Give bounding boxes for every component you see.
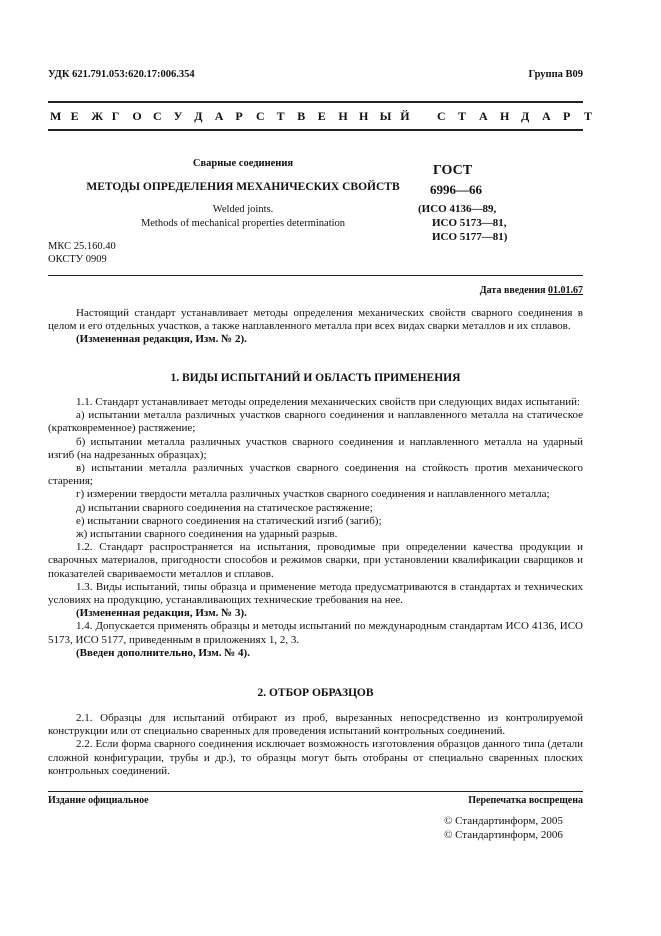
clause-1-1-e: е) испытании сварного соединения на статический изгиб (загиб);: [76, 514, 382, 527]
banner-top-rule: [48, 101, 583, 103]
clause-1-3-amendment-note: (Измененная редакция, Изм. № 3).: [76, 607, 247, 620]
clause-1-1: 1.1. Стандарт устанавливает методы определения механических свойств при следующих видах испытаний:: [76, 396, 581, 408]
copyright-2005: © Стандартинформ, 2005: [444, 815, 563, 827]
banner-letter: Д: [521, 109, 530, 123]
banner-letter: Й: [400, 109, 410, 123]
clause-1-1-zh: ж) испытании сварного соединения на ударный разрыв.: [76, 528, 338, 541]
banner-letter: Г: [111, 109, 120, 123]
iso-ref-1: (ИСО 4136—89,: [418, 203, 497, 215]
clause-1-1-v: в) испытании металла различных участков сварного соединения на стойкость против механического старения;: [48, 462, 583, 488]
clause-1-1-b: б) испытании металла различных участков сварного соединения и наплавленного металла на ударный изгиб (на надрезанных образцах);: [48, 435, 583, 461]
introduction-date: [480, 285, 583, 296]
banner-letter: Е: [317, 109, 326, 123]
section-1-body: [48, 396, 583, 660]
introduction-date-label: Дата введения: [479, 285, 546, 296]
clause-2-1: 2.1. Образцы для испытаний отбирают из проб, вырезанных непосредственно из контролируемой конструкции или от специально сваренных для проведения испытаний контрольных соединений.: [48, 712, 583, 738]
banner-letter: Н: [500, 109, 510, 123]
banner-letter: Н: [338, 109, 348, 123]
banner-letter: С: [153, 109, 162, 123]
iso-ref-3: ИСО 5177—81): [432, 231, 508, 243]
title-separator-rule: [48, 275, 583, 276]
intro-block: [48, 307, 583, 347]
section-1-title: 1. ВИДЫ ИСПЫТАНИЙ И ОБЛАСТЬ ПРИМЕНЕНИЯ: [170, 372, 461, 384]
banner-letter: Д: [194, 109, 203, 123]
group-code: Группа В09: [528, 69, 583, 80]
banner-letter: А: [479, 109, 488, 123]
mks-code: МКС 25.160.40: [48, 241, 116, 252]
gost-label: ГОСТ: [433, 163, 473, 178]
copyright-2006: © Стандартинформ, 2006: [444, 829, 563, 841]
intro-paragraph: Настоящий стандарт устанавливает методы определения механических свойств сварного соединения в целом и его отдельных участков, а также наплавленного металла при всех видах сварки металлов и их сплавов.: [48, 307, 583, 333]
banner-letter: Т: [458, 109, 467, 123]
official-edition: Издание официальное: [48, 795, 149, 806]
banner-letter: О: [132, 109, 142, 123]
reprint-prohibited: Перепечатка воспрещена: [468, 795, 583, 806]
introduction-date-value: 01.01.67: [548, 285, 583, 296]
banner-bottom-rule: [48, 129, 583, 131]
section-2-body: [48, 712, 583, 778]
banner-letter: Е: [70, 109, 79, 123]
banner-letter: У: [173, 109, 183, 123]
banner-letter: Р: [563, 109, 571, 123]
intro-amendment-note: (Измененная редакция, Изм. № 2).: [76, 333, 247, 346]
clause-1-1-d: д) испытании сварного соединения на статическое растяжение;: [76, 501, 373, 514]
section-2-title: 2. ОТБОР ОБРАЗЦОВ: [257, 687, 374, 699]
clause-1-4-amendment-note: (Введен дополнительно, Изм. № 4).: [76, 646, 250, 659]
subject-heading: Сварные соединения: [192, 158, 294, 169]
gost-number: 6996—66: [430, 182, 482, 197]
footer-rule: [48, 791, 583, 792]
udk-code: УДК 621.791.053:620.17:006.354: [48, 69, 195, 80]
english-title-line-1: Welded joints.: [212, 204, 274, 215]
banner-letter: В: [297, 109, 306, 123]
banner: [48, 109, 593, 125]
banner-letter: Р: [235, 109, 243, 123]
banner-letter: А: [542, 109, 551, 123]
banner-letter: Т: [276, 109, 285, 123]
document-title: МЕТОДЫ ОПРЕДЕЛЕНИЯ МЕХАНИЧЕСКИХ СВОЙСТВ: [86, 181, 400, 193]
clause-1-3: 1.3. Виды испытаний, типы образца и применение метода предусматриваются в стандартах и технических условиях на продукцию, устанавливающих технические требования на нее.: [48, 580, 583, 607]
banner-letter: А: [214, 109, 224, 123]
okstu-code: ОКСТУ 0909: [48, 254, 107, 265]
banner-letter: Т: [584, 109, 593, 123]
english-title-line-2: Methods of mechanical properties determination: [140, 218, 346, 229]
clause-1-2: 1.2. Стандарт распространяется на испытания, проводимые при определении качества продукции и сварочных материалов, пригодности способов и режимов сварки, при установлении квалификации сварщиков и показателей свариваемости металлов и сплавов.: [48, 541, 583, 580]
banner-letter: Ы: [379, 109, 392, 123]
banner-letter: М: [50, 109, 62, 123]
clause-2-2: 2.2. Если форма сварного соединения исключает возможность изготовления образцов данного типа (детали сложной конфигурации, трубы и др.), то образцы могут быть отобраны от специально сваренных плоских контрольных соединений.: [48, 738, 583, 777]
banner-letter: С: [256, 109, 265, 123]
clause-1-1-a: а) испытании металла различных участков сварного соединения и наплавленного металла на статическое (кратковременное) растяжение;: [48, 409, 583, 435]
clause-1-1-g: г) измерении твердости металла различных участков сварного соединения и наплавленного металла;: [76, 488, 550, 501]
banner-letter: Ж: [91, 109, 104, 123]
banner-letter: Н: [359, 109, 369, 123]
iso-ref-2: ИСО 5173—81,: [432, 217, 507, 229]
banner-letter: С: [437, 109, 446, 123]
clause-1-4: 1.4. Допускается применять образцы и методы испытаний по международным стандартам ИСО 4136, ИСО 5173, ИСО 5177, приведенным в приложениях 1, 2, 3.: [48, 620, 583, 646]
